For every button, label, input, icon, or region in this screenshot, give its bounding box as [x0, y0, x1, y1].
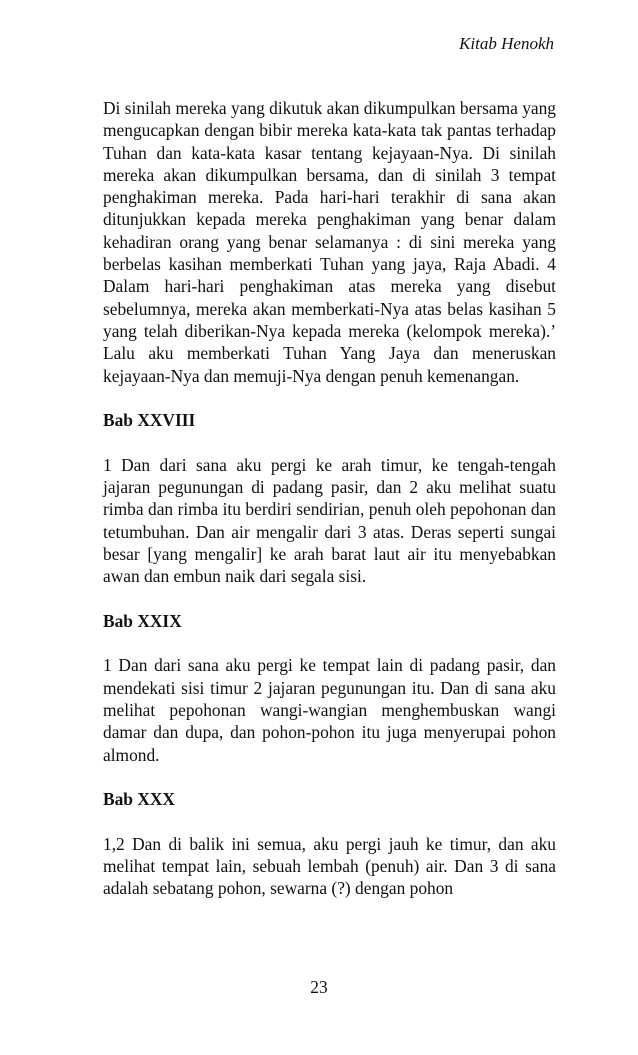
- body-paragraph: 1 Dan dari sana aku pergi ke arah timur, ke tengah-tengah jajaran pegunungan di padang pasir, dan 2 aku melihat suatu rimba dan rimba itu berdiri sendirian, penuh oleh pepohonan dan tetumbuhan. Dan air mengalir dari 3 atas. Deras seperti sungai besar [yang mengalir] ke arah barat laut air itu menyebabkan awan dan embun naik dari segala sisi.: [103, 454, 556, 587]
- chapter-heading: Bab XXVIII: [103, 410, 196, 431]
- running-header-title: Kitab Henokh: [459, 34, 554, 53]
- chapter-heading: Bab XXIX: [103, 610, 182, 631]
- body-paragraph: 1 Dan dari sana aku pergi ke tempat lain di padang pasir, dan mendekati sisi timur 2 jajaran pegunungan itu. Dan di sana aku melihat pepohonan wangi-wangian menghembuskan wangi damar dan dupa, dan pohon-pohon itu juga menyerupai pohon almond.: [103, 655, 556, 765]
- body-paragraph: Di sinilah mereka yang dikutuk akan dikumpulkan bersama yang mengucapkan dengan bibir mereka kata-kata tak pantas terhadap Tuhan dan kata-kata kasar tentang kejayaan-Nya. Di sinilah mereka akan dikumpulkan bersama, dan di sinilah 3 tempat penghakiman mereka. Pada hari-hari terakhir di sana akan ditunjukkan kepada mereka penghakiman yang benar dalam kehadiran orang yang benar selamanya : di sini mereka yang berbelas kasihan memberkati Tuhan yang jaya, Raja Abadi. 4 Dalam hari-hari penghakiman atas mereka yang disebut sebelumnya, mereka akan memberkati-Nya atas belas kasihan 5 yang telah diberikan-Nya kepada mereka (kelompok mereka).’ Lalu aku memberkati Tuhan Yang Jaya dan meneruskan kejayaan-Nya dan memuji-Nya dengan penuh kemenangan.: [103, 98, 557, 386]
- body-paragraph: 1,2 Dan di balik ini semua, aku pergi jauh ke timur, dan aku melihat tempat lain, sebuah lembah (penuh) air. Dan 3 di sana adalah sebatang pohon, sewarna (?) dengan pohon: [103, 833, 556, 899]
- page-number: 23: [310, 977, 328, 997]
- chapter-heading: Bab XXX: [103, 789, 175, 810]
- page-body: [103, 97, 556, 900]
